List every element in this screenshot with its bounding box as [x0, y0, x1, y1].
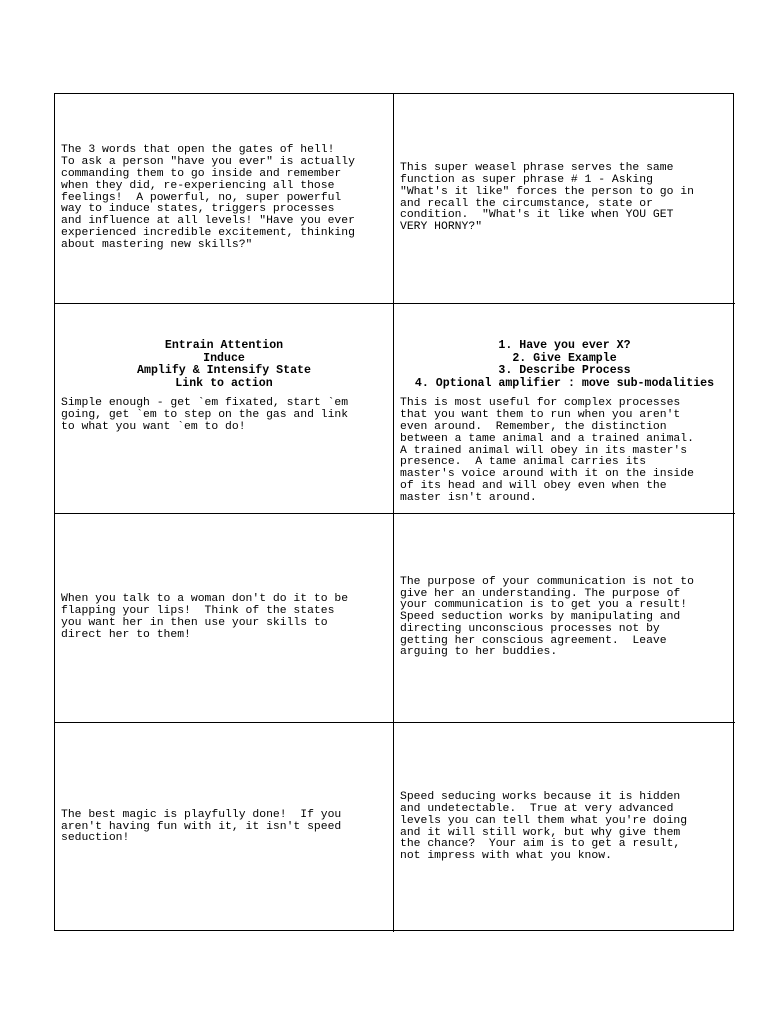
card-talk-to-woman [55, 514, 394, 723]
card-heading: Entrain Attention Induce Amplify & Intensify State Link to action [137, 339, 311, 390]
card-best-magic [55, 723, 394, 932]
card-text: Speed seducing works because it is hidden and undetectable. True at very advanced levels you can tell them what you're doing and it will still work, but why give them the chance? Your aim is to get a result, not impress with what you know. [400, 791, 688, 863]
card-grid [54, 93, 734, 931]
card-whats-it-like-explanation [394, 94, 735, 304]
card-text: The purpose of your communication is not to give her an understanding. The purpose of your communication is to get you a result! Speed seduction works by manipulating and directing unconscious processes not by getting her conscious agreement. Leave arguing to her buddies. [400, 575, 694, 659]
card-text: When you talk to a woman don't do it to be flapping your lips! Think of the states you want her in then use your skills to direct her to them! [61, 593, 349, 641]
card-heading: 1. Have you ever X? 2. Give Example 3. Describe Process 4. Optional amplifier : move sub-modalities [414, 339, 715, 390]
card-have-you-ever-steps [394, 304, 735, 514]
card-text: Simple enough - get `em fixated, start `em going, get `em to step on the gas and link to what you want `em to do! [61, 397, 349, 433]
card-text: This super weasel phrase serves the same function as super phrase # 1 - Asking "What's it like" forces the person to go in and recall the circumstance, state or condition. "What's it like when YOU GET VERY HORNY?" [400, 162, 694, 234]
card-purpose-of-communication [394, 514, 735, 723]
card-text: The 3 words that open the gates of hell! To ask a person "have you ever" is actually commanding them to go inside and remember when they did, re-experiencing all those feelings! A powerful, no, super powerful way to induce states, triggers processes and influence at all levels! "Have you ever experienced incredible excitement, thinking about mastering new skills?" [61, 144, 355, 251]
card-text: The best magic is playfully done! If you aren't having fun with it, it isn't speed seduction! [61, 808, 342, 845]
card-text: This is most useful for complex processes that you want them to run when you aren't even around. Remember, the distinction between a tame animal and a trained animal. A trained animal will obey in its master's presence. A tame animal carries its master's voice around with it on the inside of its head and will obey even when the master isn't around. [400, 397, 694, 504]
card-have-you-ever-explanation [55, 94, 394, 304]
card-hidden-undetectable [394, 723, 735, 932]
card-entrain-attention [55, 304, 394, 514]
